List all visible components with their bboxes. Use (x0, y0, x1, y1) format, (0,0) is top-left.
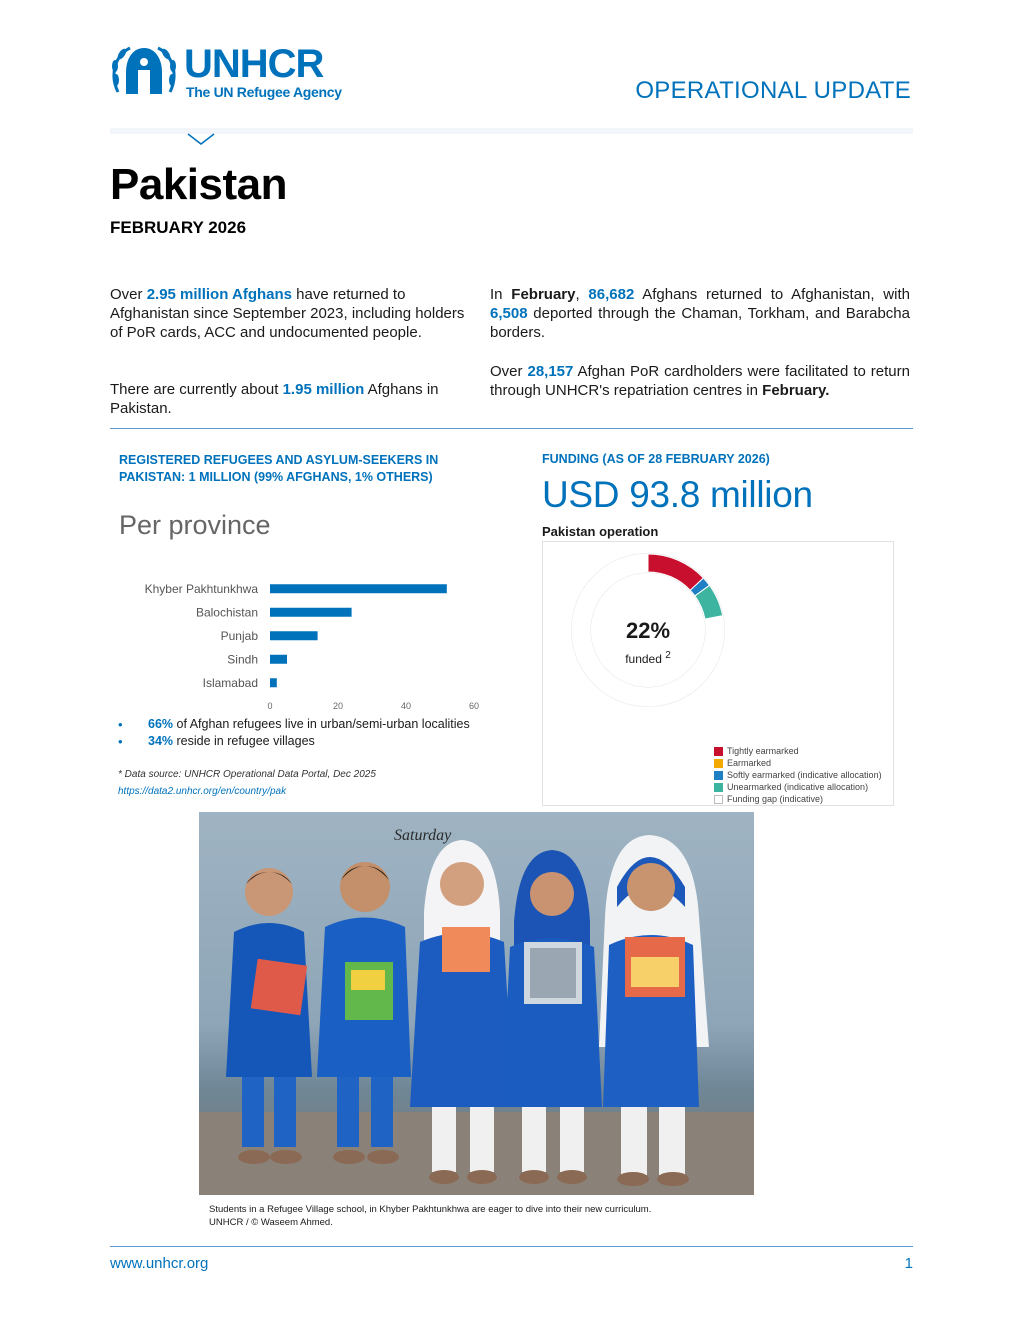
legend-swatch (714, 795, 723, 804)
legend-item: Tightly earmarked (714, 745, 882, 757)
funding-subtitle: Pakistan operation (542, 524, 659, 539)
bar-category-label: Sindh (227, 652, 258, 667)
highlight-returnees: 2.95 million Afghans (146, 286, 292, 303)
unhcr-emblem-icon (108, 42, 180, 104)
logo-wordmark: UNHCR (184, 42, 324, 86)
data-source-link[interactable]: https://data2.unhcr.org/en/country/pak (118, 786, 287, 797)
x-tick-label: 40 (400, 701, 412, 711)
unhcr-logo (108, 42, 358, 104)
x-tick-label: 0 (267, 701, 273, 711)
legend-swatch (714, 783, 723, 792)
legend-swatch (714, 771, 723, 780)
report-date: FEBRUARY 2026 (110, 218, 247, 237)
header-divider (110, 128, 913, 134)
intro-paragraph-returns: Over 2.95 million Afghans have returned to Afghanistan since September 2023, including holders of PoR cards, ACC and undocumented people. (110, 286, 465, 341)
intro-paragraph-february: In February, 86,682 Afghans returned to Afghanistan, with 6,508 deported through the Chaman, Torkham, and Barabcha borders. (490, 286, 910, 341)
legend-item: Earmarked (714, 757, 882, 769)
per-province-subtitle: Per province (119, 510, 271, 540)
bar-category-label: Khyber Pakhtunkhwa (144, 581, 258, 596)
bar (270, 678, 277, 687)
refugee-location-bullets (118, 716, 498, 750)
funding-legend (714, 745, 882, 805)
logo-tagline: The UN Refugee Agency (186, 84, 342, 100)
footer-website-link[interactable]: www.unhcr.org (110, 1255, 209, 1272)
x-tick-label: 60 (468, 701, 480, 711)
chevron-down-icon (186, 131, 216, 147)
bar-category-label: Balochistan (195, 605, 258, 620)
highlight-por-returns: 28,157 (527, 363, 574, 380)
footer-divider (110, 1246, 913, 1247)
bar-category-label: Islamabad (202, 675, 258, 690)
legend-item: Funding gap (indicative) (714, 793, 882, 805)
bar-category-label: Punjab (220, 628, 258, 643)
students-photo (199, 812, 754, 1195)
board-text: Saturday (394, 827, 452, 844)
bar (270, 608, 352, 617)
highlight-february-returns: 86,682 (588, 286, 635, 303)
funding-amount: USD 93.8 million (542, 474, 813, 515)
funding-heading: FUNDING (AS OF 28 FEBRUARY 2026) (542, 452, 770, 466)
bullet-villages: • 34% reside in refugee villages (118, 733, 498, 750)
funded-percentage: 22% (625, 618, 671, 643)
bullet-urban: • 66% of Afghan refugees live in urban/semi-urban localities (118, 716, 498, 733)
legend-swatch (714, 759, 723, 768)
legend-swatch (714, 747, 723, 756)
donut-slice (648, 554, 703, 590)
legend-item: Unearmarked (indicative allocation) (714, 781, 882, 793)
bar (270, 631, 318, 640)
page-title: Pakistan (110, 160, 287, 209)
intro-paragraph-population: There are currently about 1.95 million Afghans in Pakistan. (110, 381, 439, 417)
funded-label: funded $^2$ (625, 650, 671, 666)
highlight-deported: 6,508 (490, 305, 528, 322)
document-type-label: OPERATIONAL UPDATE (635, 77, 911, 104)
legend-item: Softly earmarked (indicative allocation) (714, 769, 882, 781)
page-number: 1 (904, 1255, 913, 1272)
section-divider (110, 428, 913, 429)
province-bar-chart (118, 575, 490, 715)
bar (270, 584, 447, 593)
photo-credit: UNHCR / © Waseem Ahmed. (209, 1217, 333, 1228)
photo-caption: Students in a Refugee Village school, in Khyber Pakhtunkhwa are eager to dive into their new curriculum. UNHCR / © Waseem Ahmed. (209, 1204, 652, 1228)
x-tick-label: 20 (332, 701, 344, 711)
registered-refugees-heading: REGISTERED REFUGEES AND ASYLUM-SEEKERS IN PAKISTAN: 1 MILLION (99% AFGHANS, 1% OTHERS) (119, 453, 439, 484)
intro-paragraph-por: Over 28,157 Afghan PoR cardholders were facilitated to return through UNHCR's repatriation centres in February. (490, 363, 910, 399)
data-source-note: * Data source: UNHCR Operational Data Portal, Dec 2025 (118, 769, 376, 780)
highlight-population: 1.95 million (282, 381, 365, 398)
bar (270, 655, 287, 664)
